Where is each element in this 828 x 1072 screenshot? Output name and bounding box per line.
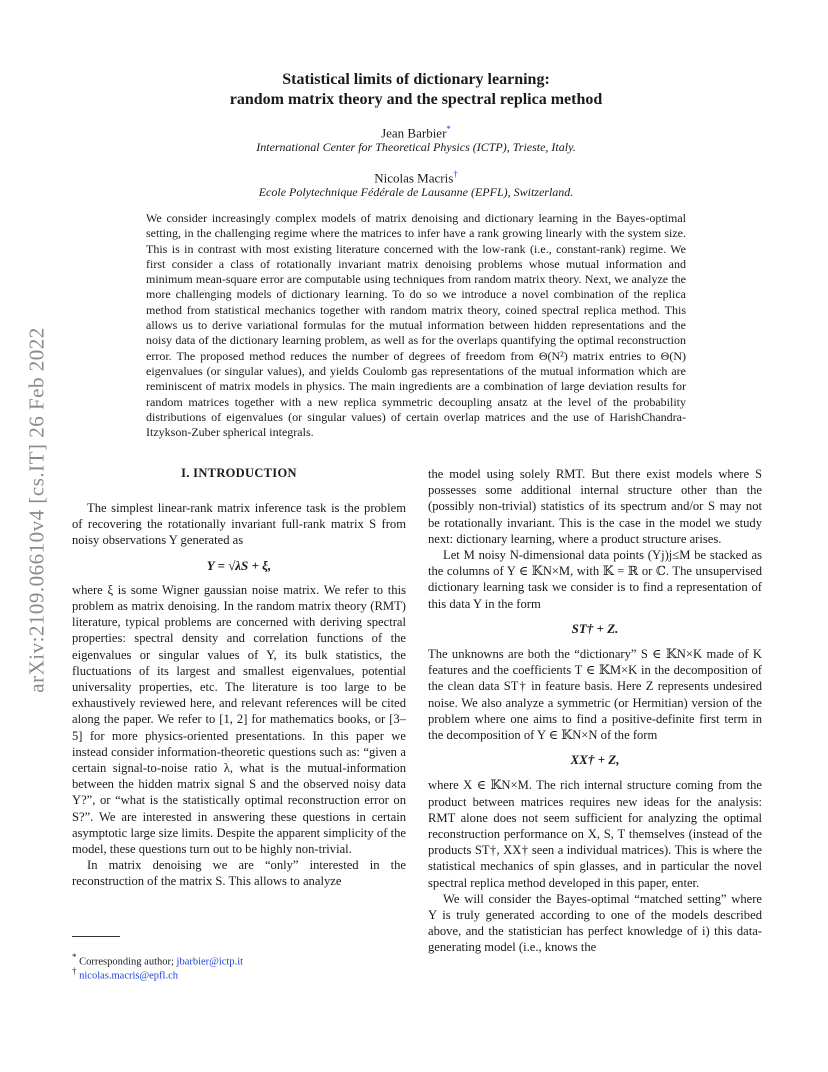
author-2-affiliation: Ecole Polytechnique Fédérale de Lausanne (EPFL), Switzerland. <box>258 185 574 199</box>
title-line-2: random matrix theory and the spectral replica method <box>229 91 603 108</box>
left-column <box>72 500 406 890</box>
footnote-1-mark: * <box>72 952 77 962</box>
left-paragraph-1: The simplest linear-rank matrix inference task is the problem of recovering the rotationally invariant full-rank matrix S from noisy observations Y generated as <box>72 501 406 548</box>
author-1-name: Jean Barbier <box>381 125 447 141</box>
right-column <box>428 466 762 956</box>
equation-2: ST† + Z. <box>571 620 619 636</box>
right-paragraph-5: We will consider the Bayes-optimal “matched setting” where Y is truly generated according to one of the models described above, and the statistician has perfect knowledge of i) this data-generating model (i.e., knows the <box>428 891 762 955</box>
equation-3: XX† + Z, <box>570 752 620 768</box>
arxiv-sidebar-stamp <box>22 300 52 720</box>
right-paragraph-4: where X ∈ 𝕂N×M. The rich internal structure coming from the product between matrices requires new ideas for the analysis: RMT alone does not seem sufficient for analyzing the optimal reconstruction performance on X, S, T themselves (instead of the products ST†, XX† seen a individual matrices). This is where the statistical mechanics of spin glasses, and in particular the novel spectral replica method developed in this paper, enter. <box>428 778 762 890</box>
footnote-2 <box>72 964 406 984</box>
right-paragraph-1: the model using solely RMT. But there exist models where S possesses some additional internal structure other than the (possibly non-trivial) statistics of its spectrum and/or S may not be rotationally invariant. This is the case in the model we study next: dictionary learning, where a product structure arises. <box>428 467 762 546</box>
left-paragraph-2: where ξ is some Wigner gaussian noise matrix. We refer to this problem as matrix denoising. In the random matrix theory (RMT) literature, typical problems are concerned with deriving spectral properties: spectral density and correlation functions of the eigenvalues or singular values of Y, its bulk statistics, the fluctuations of its largest and smallest eigenvalues, potential universality properties, etc. The literature is too large to be exhaustively reviewed here, and relevant references will be cited along the paper. We refer to [1, 2] for mathematics books, or [3–5] for more physics-oriented presentations. In this paper we instead consider information-theoretic questions such as: “given a certain signal-to-noise ratio λ, what is the mutual-information between the hidden matrix signal S and the observed noisy data Y?”, or “what is the statistically optimal reconstruction error on S?”. We are interested in answering these questions in certain asymptotic large size limits. Despite the apparent simplicity of the model, these questions turn out to be highly non-trivial. <box>72 582 406 857</box>
footnote-2-mark: † <box>72 966 77 976</box>
author-1-mark[interactable]: * <box>446 124 451 134</box>
author-2-mark[interactable]: † <box>453 169 458 179</box>
author-2-name: Nicolas Macris <box>374 170 454 186</box>
arxiv-id: arXiv:2109.06610v4 [cs.IT] 26 Feb 2022 <box>24 327 49 693</box>
footnote-rule <box>72 936 120 937</box>
section-heading-introduction: I. INTRODUCTION <box>181 466 297 480</box>
paper-title <box>150 70 682 110</box>
footnote-2-email-link[interactable]: nicolas.macris@epfl.ch <box>79 970 179 982</box>
footnote-1-label: Corresponding author; <box>79 956 174 968</box>
author-1-affiliation: International Center for Theoretical Physics (ICTP), Trieste, Italy. <box>256 140 576 154</box>
left-paragraph-3: In matrix denoising we are “only” interested in the reconstruction of the matrix S. This allows to analyze <box>72 858 406 889</box>
footnote-1-email-link[interactable]: jbarbier@ictp.it <box>176 956 244 968</box>
right-paragraph-2: Let M noisy N-dimensional data points (Yj)j≤M be stacked as the columns of Y ∈ 𝕂N×M, with 𝕂 = ℝ or ℂ. The unsupervised dictionary learning task we consider is to find a representation of this data Y in the form <box>428 548 762 611</box>
title-line-1: Statistical limits of dictionary learning: <box>282 71 550 88</box>
author-1 <box>150 124 682 141</box>
author-2 <box>150 169 682 186</box>
right-paragraph-3: The unknowns are both the “dictionary” S ∈ 𝕂N×K made of K features and the coefficients T ∈ 𝕂M×K in the decomposition of the clean data ST† in feature basis. Here Z represents undesired noise. We also analyze a symmetric (or Hermitian) version of the problem where one aims to find a positive-definite first term in the decomposition of Y ∈ 𝕂N×N of the form <box>428 647 762 743</box>
equation-1: Y = √λS + ξ, <box>206 557 272 573</box>
abstract: We consider increasingly complex models of matrix denoising and dictionary learning in the Bayes-optimal setting, in the challenging regime where the matrices to infer have a rank growing linearly with the system size. This is in contrast with most existing literature concerned with the low-rank (i.e., constant-rank) regime. We first consider a class of rotationally invariant matrix denoising problems whose mutual information and minimum mean-square error are computable using techniques from random matrix theory. Next, we analyze the more challenging models of dictionary learning. To do so we introduce a novel combination of the replica method from statistical mechanics together with random matrix theory, coined spectral replica method. This allows us to derive variational formulas for the mutual information between hidden representations and the noisy data of the dictionary learning problem, as well as for the overlaps quantifying the optimal reconstruction error. The proposed method reduces the number of degrees of freedom from Θ(N²) matrix entries to Θ(N) eigenvalues (or singular values), and yields Coulomb gas representations of the mutual information which are reminiscent of matrix models in physics. The main ingredients are a combination of large deviation results for random matrices together with a new replica symmetric decoupling ansatz at the level of the probability distributions of eigenvalues (or singular values) of certain overlap matrices and the use of HarishChandra-Itzykson-Zuber spherical integrals. <box>146 211 686 440</box>
